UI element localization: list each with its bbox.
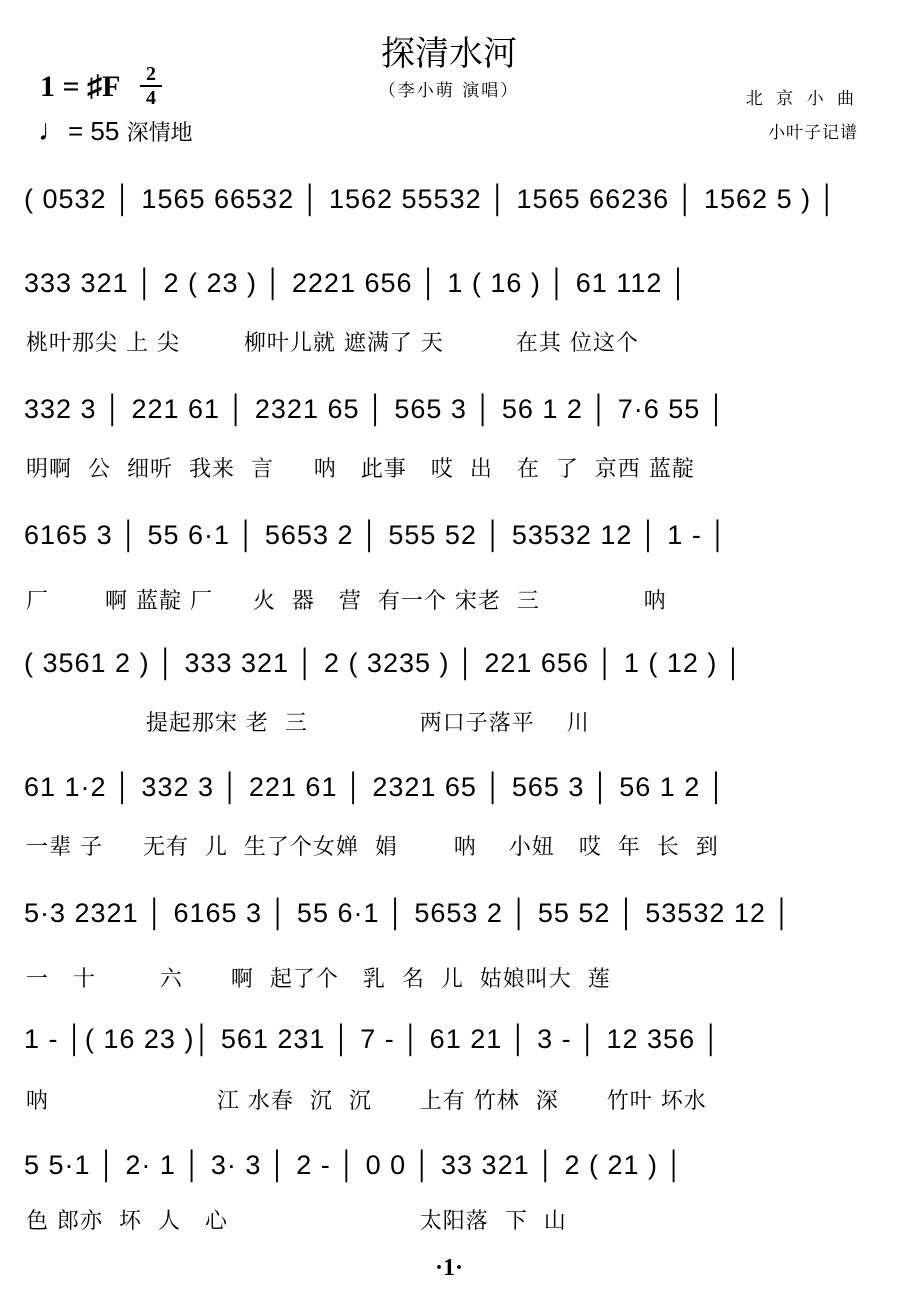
- lyrics-row: 桃叶那尖 上 尖 柳叶儿就 遮满了 天 在其 位这个: [26, 331, 639, 356]
- origin-credit: 北 京 小 曲: [745, 89, 858, 109]
- notation-row: 1 - │( 16 23 )│ 561 231 │ 7 - │ 61 21 │ 3 - │ 12 356 │: [24, 1024, 722, 1054]
- lyrics-row: 色 郎亦 坏 人 心 太阳落 下 山: [26, 1209, 567, 1234]
- notation-row: 333 321 │ 2 ( 23 ) │ 2221 656 │ 1 ( 16 ) │ 61 112 │: [24, 268, 689, 298]
- singer-credit: （李小萌 演唱）: [378, 81, 520, 101]
- lyrics-row: 一辈 子 无有 儿 生了个女婵 娟 呐 小妞 哎 年 长 到: [26, 835, 719, 860]
- notation-row: ( 3561 2 ) │ 333 321 │ 2 ( 3235 ) │ 221 656 │ 1 ( 12 ) │: [24, 648, 744, 678]
- lyrics-row: 厂 啊 蓝靛 厂 火 器 营 有一个 宋老 三 呐: [26, 589, 667, 614]
- meter-bottom: 4: [146, 87, 156, 109]
- notation-row: 5 5·1 │ 2· 1 │ 3· 3 │ 2 - │ 0 0 │ 33 321 │ 2 ( 21 ) │: [24, 1150, 685, 1180]
- quarter-note-icon: ♩: [38, 114, 68, 147]
- notation-row: 6165 3 │ 55 6·1 │ 5653 2 │ 555 52 │ 53532 12 │ 1 - │: [24, 520, 729, 550]
- song-title: 探清水河: [381, 34, 517, 74]
- meter-top: 2: [146, 63, 156, 85]
- lyrics-row: 提起那宋 老 三 两口子落平 川: [26, 711, 590, 736]
- notation-row: ( 0532 │ 1565 66532 │ 1562 55532 │ 1565 66236 │ 1562 5 ) │: [24, 184, 838, 214]
- expression-marking: 深情地: [126, 121, 193, 146]
- tempo-marking: [38, 114, 193, 148]
- page-number: ·1·: [434, 1255, 463, 1281]
- transcriber-credit: 小叶子记谱: [768, 123, 858, 143]
- lyrics-row: 一 十 六 啊 起了个 乳 名 儿 姑娘叫大 莲: [26, 967, 611, 992]
- time-signature: [140, 64, 162, 108]
- lyrics-row: 明啊 公 细听 我来 言 呐 此事 哎 出 在 了 京西 蓝靛: [26, 457, 695, 482]
- lyrics-row: 呐 江 水春 沉 沉 上有 竹林 深 竹叶 坏水: [26, 1089, 707, 1114]
- tempo-value: = 55: [68, 116, 120, 146]
- key-signature: 1 = ♯F: [40, 70, 121, 103]
- notation-row: 61 1·2 │ 332 3 │ 221 61 │ 2321 65 │ 565 3 │ 56 1 2 │: [24, 772, 727, 802]
- notation-row: 332 3 │ 221 61 │ 2321 65 │ 565 3 │ 56 1 2 │ 7·6 55 │: [24, 394, 727, 424]
- notation-row: 5·3 2321 │ 6165 3 │ 55 6·1 │ 5653 2 │ 55 52 │ 53532 12 │: [24, 898, 793, 928]
